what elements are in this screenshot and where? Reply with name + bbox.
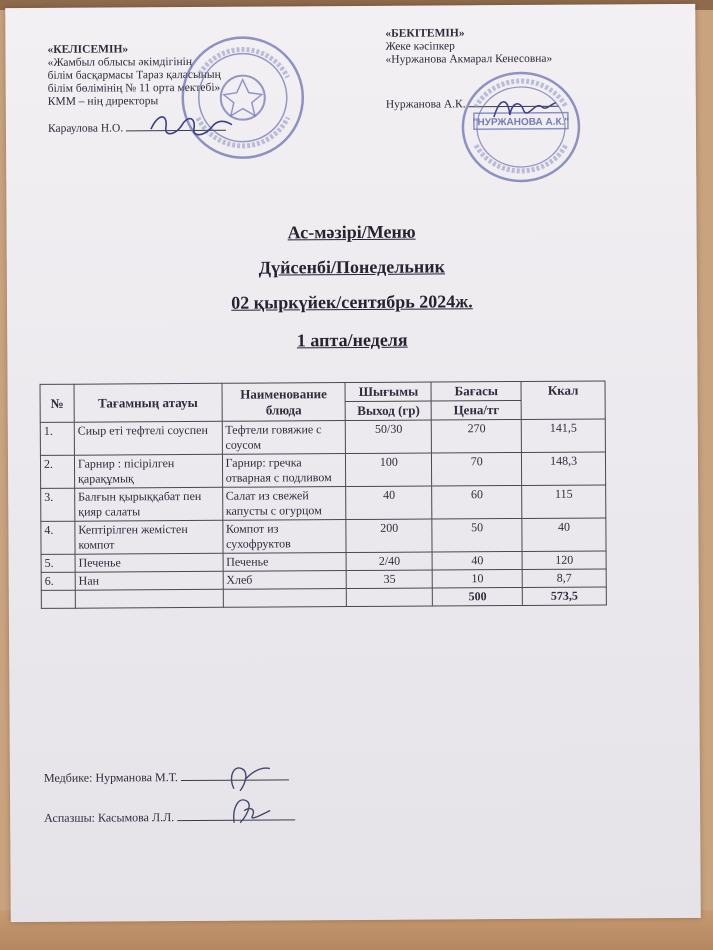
row-name-ru: Печенье	[223, 553, 347, 572]
approve-left-signer: Караулова Н.О.	[47, 122, 124, 135]
row-yield: 100	[346, 453, 432, 487]
approve-left-title: «КЕЛІСЕМІН»	[47, 43, 129, 56]
cook-signature	[222, 788, 282, 828]
director-signature	[146, 107, 236, 142]
total-empty-cell	[41, 590, 75, 608]
row-no: 3.	[41, 488, 75, 521]
row-name-ru: Тефтели говяжие с соусом	[222, 421, 346, 455]
col-header-price-kz: Бағасы	[431, 381, 521, 401]
col-header-name-ru: Наименование блюда	[222, 383, 346, 422]
row-name-ru: Гарнир: гречка отварная с подливом	[222, 454, 346, 488]
row-kcal: 40	[522, 518, 606, 552]
stamp-name-text: "НУРЖАНОВА А.К."	[472, 116, 570, 129]
table-row	[40, 419, 605, 455]
approve-left-line-2: білім басқармасы Тараз қаласының	[47, 68, 221, 82]
row-name-kz: Сиыр еті тефтелі соуспен	[74, 421, 222, 455]
approve-right-line-2: «Нуржанова Акмарал Кенесовна»	[385, 52, 553, 66]
row-price: 10	[432, 569, 522, 588]
total-price: 500	[433, 587, 523, 606]
row-kcal: 115	[522, 485, 606, 519]
row-kcal: 148,3	[522, 452, 606, 486]
row-price: 270	[432, 419, 522, 453]
school-seal-stamp	[177, 32, 308, 163]
row-name-ru: Салат из свежей капусты с огурцом	[222, 487, 346, 521]
row-no: 4.	[41, 521, 75, 554]
approve-right-line-1: Жеке кәсіпкер	[385, 40, 455, 53]
row-name-kz: Печенье	[75, 553, 223, 572]
approve-left-line-4: КММ – нің директоры	[47, 95, 159, 108]
row-kcal: 8,7	[522, 569, 606, 588]
col-header-yield-kz: Шығымы	[345, 382, 431, 402]
row-price: 70	[432, 452, 522, 486]
total-empty-cell	[347, 588, 433, 607]
table-row	[40, 452, 605, 488]
approve-right-signer: Нуржанова А.К.	[385, 98, 466, 111]
row-kcal: 120	[522, 551, 606, 570]
table-total-row	[41, 587, 606, 608]
entrepreneur-seal-stamp	[458, 67, 585, 188]
cook-label: Аспазшы: Касымова Л.Л.	[44, 810, 175, 825]
row-price: 40	[432, 551, 522, 570]
menu-document	[5, 4, 701, 922]
total-empty-cell	[75, 589, 223, 608]
nurse-label: Медбике: Нурманова М.Т.	[43, 770, 178, 785]
row-yield: 2/40	[346, 552, 432, 571]
table-row	[41, 518, 606, 554]
col-header-kcal: Ккал	[521, 381, 605, 420]
menu-table	[40, 380, 607, 608]
menu-title: Ас-мәзірі/Меню	[287, 221, 416, 243]
row-no: 1.	[40, 422, 74, 455]
row-yield: 50/30	[346, 420, 432, 454]
entrepreneur-signature	[490, 93, 560, 123]
total-kcal: 573,5	[522, 587, 606, 606]
col-header-no: №	[40, 384, 74, 422]
row-kcal: 141,5	[521, 419, 605, 453]
row-price: 60	[432, 485, 522, 519]
row-yield: 35	[347, 570, 433, 589]
approve-left-line-3: білім бөлімінің № 11 орта мектебі»	[47, 81, 221, 95]
total-empty-cell	[223, 589, 347, 608]
menu-week: 1 апта/неделя	[296, 329, 408, 351]
row-no: 5.	[41, 554, 75, 572]
row-yield: 40	[346, 486, 432, 520]
col-header-yield-ru: Выход (гр)	[346, 401, 432, 421]
row-name-kz: Нан	[75, 571, 223, 590]
approve-left-line-1: «Жамбыл облысы әкімдігінің	[47, 55, 193, 69]
row-name-kz: Гарнир : пісірілген қарақұмық	[74, 454, 222, 488]
col-header-price-ru: Цена/тг	[431, 400, 521, 420]
approve-right-title: «БЕКІТЕМІН»	[385, 27, 465, 40]
row-price: 50	[432, 518, 522, 552]
row-yield: 200	[346, 519, 432, 553]
row-no: 2.	[40, 455, 74, 488]
col-header-name-kz: Тағамның атауы	[74, 383, 222, 422]
row-name-kz: Балғын қырыққабат пен қияр салаты	[75, 487, 223, 521]
row-name-ru: Хлеб	[223, 571, 347, 590]
menu-day: Дүйсенбі/Понедельник	[258, 256, 446, 278]
row-name-kz: Кептірілген жемістен компот	[75, 520, 223, 554]
row-name-ru: Компот из сухофруктов	[222, 520, 346, 554]
row-no: 6.	[41, 572, 75, 590]
table-row	[41, 485, 606, 521]
menu-date: 02 қыркүйек/сентябрь 2024ж.	[231, 291, 473, 313]
